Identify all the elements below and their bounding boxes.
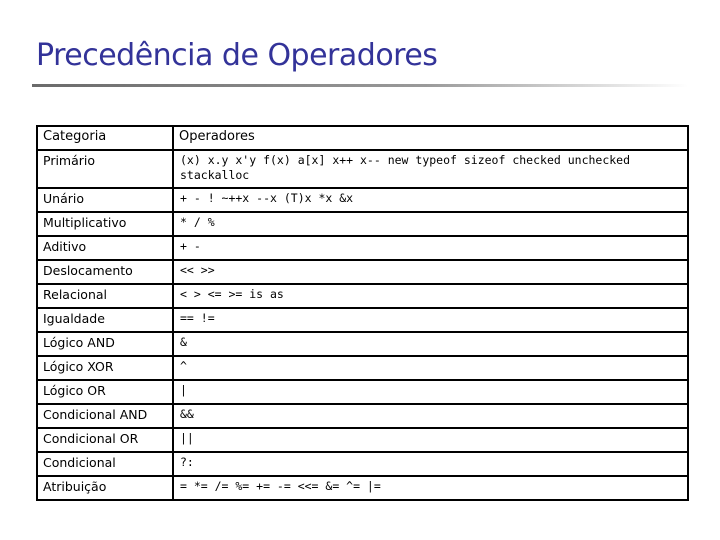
category-cell: Relacional bbox=[37, 284, 173, 308]
category-cell: Atribuição bbox=[37, 476, 173, 500]
category-cell: Condicional OR bbox=[37, 428, 173, 452]
operators-cell: < > <= >= is as bbox=[173, 284, 688, 308]
category-cell: Primário bbox=[37, 150, 173, 188]
category-cell: Aditivo bbox=[37, 236, 173, 260]
operators-cell: ^ bbox=[173, 356, 688, 380]
operator-precedence-table bbox=[36, 125, 689, 501]
operators-cell: || bbox=[173, 428, 688, 452]
operators-cell: + - ! ~++x --x (T)x *x &x bbox=[173, 188, 688, 212]
table-row bbox=[37, 356, 688, 380]
category-cell: Multiplicativo bbox=[37, 212, 173, 236]
table-row bbox=[37, 380, 688, 404]
operators-cell: | bbox=[173, 380, 688, 404]
operators-cell: = *= /= %= += -= <<= &= ^= |= bbox=[173, 476, 688, 500]
operators-cell: << >> bbox=[173, 260, 688, 284]
table-row bbox=[37, 428, 688, 452]
category-cell: Condicional bbox=[37, 452, 173, 476]
table-row bbox=[37, 308, 688, 332]
operators-cell: (x) x.y x'y f(x) a[x] x++ x-- new typeof sizeof checked unchecked stackalloc bbox=[173, 150, 688, 188]
title-divider bbox=[32, 84, 688, 87]
operators-cell: && bbox=[173, 404, 688, 428]
operators-cell: == != bbox=[173, 308, 688, 332]
table-row bbox=[37, 284, 688, 308]
table-row bbox=[37, 188, 688, 212]
table-row bbox=[37, 236, 688, 260]
table-header-row bbox=[37, 126, 688, 150]
category-cell: Lógico XOR bbox=[37, 356, 173, 380]
table-row bbox=[37, 332, 688, 356]
table-row bbox=[37, 404, 688, 428]
page-title: Precedência de Operadores bbox=[36, 38, 438, 73]
table-row bbox=[37, 212, 688, 236]
table-row bbox=[37, 452, 688, 476]
category-cell: Unário bbox=[37, 188, 173, 212]
header-operators: Operadores bbox=[173, 126, 688, 150]
table-row bbox=[37, 476, 688, 500]
category-cell: Igualdade bbox=[37, 308, 173, 332]
category-cell: Condicional AND bbox=[37, 404, 173, 428]
operators-cell: * / % bbox=[173, 212, 688, 236]
category-cell: Lógico AND bbox=[37, 332, 173, 356]
operators-cell: & bbox=[173, 332, 688, 356]
category-cell: Lógico OR bbox=[37, 380, 173, 404]
table-row bbox=[37, 260, 688, 284]
operators-cell: ?: bbox=[173, 452, 688, 476]
table-row bbox=[37, 150, 688, 188]
header-category: Categoria bbox=[37, 126, 173, 150]
operators-cell: + - bbox=[173, 236, 688, 260]
category-cell: Deslocamento bbox=[37, 260, 173, 284]
